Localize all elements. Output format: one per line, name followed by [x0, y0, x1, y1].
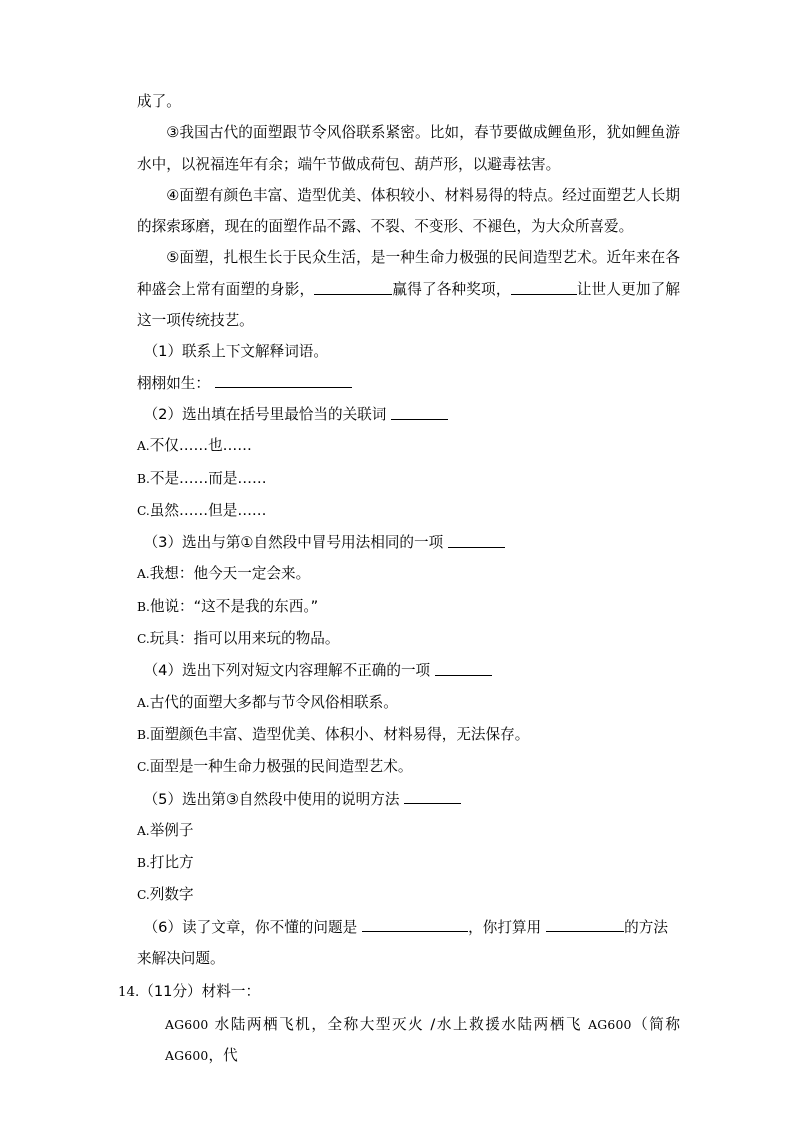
aircraft-code-2: AG600 [588, 1016, 632, 1032]
question-6-blank-1[interactable] [362, 918, 468, 933]
option-letter: B. [137, 727, 150, 742]
question-14-number: 14. [118, 985, 140, 1001]
question-1-word-label: 栩栩如生： [137, 374, 210, 392]
question-14-header [118, 976, 680, 1008]
question-14-label: 材料一： [201, 983, 261, 1001]
paragraph-5-blank-1[interactable] [314, 280, 392, 295]
passage-continuation-line: 成了。 [137, 93, 181, 110]
question-5-option-c[interactable] [118, 879, 680, 911]
question-4-answer-blank[interactable] [435, 661, 492, 676]
question-3-stem [118, 527, 680, 558]
option-text: 列数字 [149, 886, 194, 904]
aircraft-code-3: AG600 [165, 1047, 209, 1063]
question-5-answer-blank[interactable] [404, 789, 461, 804]
question-6-stem-part2: ，你打算用 [468, 918, 542, 936]
material-text-mid-1: 水陆两栖飞机，全称大型灭火 /水上救援水陆两栖飞 [208, 1015, 589, 1033]
passage-paragraph-3: ③我国古代的面塑跟节令风俗联系紧密。比如，春节要做成鲤鱼形，犹如鲤鱼游水中，以祝福连年有余；端午节做成荷包、葫芦形，以避毒祛害。 [137, 124, 680, 173]
passage-paragraph-5 [118, 242, 680, 336]
question-4-option-b[interactable] [118, 719, 680, 751]
option-letter: C. [137, 888, 150, 903]
option-letter: A. [137, 823, 150, 838]
option-letter: A. [137, 439, 150, 454]
question-14-score: （11分） [139, 983, 202, 1001]
option-text: 虽然……但是…… [149, 501, 267, 519]
option-letter: C. [137, 632, 150, 647]
passage-paragraph-4: ④面塑有颜色丰富、造型优美、体积较小、材料易得的特点。经过面塑艺人长期的探索琢磨，现在的面塑作品不露、不裂、不变形、不褪色，为大众所喜爱。 [137, 186, 680, 236]
page-content [118, 86, 680, 1071]
question-2-option-a[interactable] [118, 430, 680, 462]
question-2-stem-text: （2）选出填在括号里最恰当的关联词 [143, 405, 387, 423]
question-4-option-c[interactable] [118, 751, 680, 783]
question-2-answer-blank[interactable] [391, 405, 448, 420]
option-text: 他说：“这不是我的东西。” [149, 597, 319, 615]
question-3-option-b[interactable] [118, 591, 680, 623]
question-2-stem [118, 399, 680, 430]
question-3-option-c[interactable] [118, 623, 680, 655]
question-3-option-a[interactable] [118, 558, 680, 590]
question-6-blank-2[interactable] [546, 918, 624, 933]
question-1-sub [118, 368, 680, 399]
question-4-stem [118, 655, 680, 686]
option-text: 打比方 [149, 854, 194, 872]
question-2-option-c[interactable] [118, 495, 680, 527]
option-letter: A. [137, 567, 150, 582]
option-letter: B. [137, 471, 150, 486]
material-text-tail: ，代 [208, 1046, 238, 1064]
question-2-option-b[interactable] [118, 463, 680, 495]
question-14-material-one [118, 1009, 680, 1072]
question-5-option-a[interactable] [118, 815, 680, 847]
question-4-option-a[interactable] [118, 687, 680, 719]
option-text: 玩具：指可以用来玩的物品。 [149, 630, 340, 648]
option-letter: B. [137, 599, 150, 614]
passage-paragraph-5-part2: 赢得了各种奖项， [392, 280, 511, 298]
paragraph-5-blank-2[interactable] [511, 280, 577, 295]
option-letter: C. [137, 503, 150, 518]
option-text: 不仅……也…… [149, 437, 252, 455]
option-text: 古代的面塑大多都与节令风俗相联系。 [149, 693, 398, 711]
question-3-answer-blank[interactable] [448, 533, 505, 548]
option-text: 我想：他今天一定会来。 [149, 565, 311, 583]
question-5-stem-text: （5）选出第③自然段中使用的说明方法 [143, 790, 400, 808]
passage-paragraph-5-part1: ⑤面塑，扎根生长于民众生活，是一种生命力极强的民间造型艺术。近年来在各种盛会上常有面塑的身影， [137, 249, 680, 298]
option-text: 面塑颜色丰富、造型优美、体积小、材料易得，无法保存。 [149, 725, 530, 743]
option-letter: C. [137, 760, 150, 775]
question-3-stem-text: （3）选出与第①自然段中冒号用法相同的一项 [143, 534, 444, 552]
option-letter: B. [137, 856, 150, 871]
question-6-stem-part3: 的方法来解决问题。 [137, 918, 668, 968]
question-4-stem-text: （4）选出下列对短文内容理解不正确的一项 [143, 662, 431, 680]
question-6-stem [118, 912, 680, 975]
option-text: 举例子 [149, 821, 194, 839]
question-1-stem: （1）联系上下文解释词语。 [143, 343, 328, 361]
question-1-answer-blank[interactable] [215, 374, 352, 389]
option-text: 面型是一种生命力极强的民间造型艺术。 [149, 758, 413, 776]
option-letter: A. [137, 695, 150, 710]
question-5-stem [118, 784, 680, 815]
aircraft-code-1: AG600 [165, 1016, 209, 1032]
question-6-stem-part1: （6）读了文章，你不懂的问题是 [143, 918, 358, 936]
question-5-option-b[interactable] [118, 847, 680, 879]
passage-paragraph-5-part3: 让世人更加了解这一项传统技艺。 [137, 280, 680, 330]
material-text-mid-2: （简称 [631, 1015, 680, 1033]
option-text: 不是……而是…… [149, 469, 267, 487]
